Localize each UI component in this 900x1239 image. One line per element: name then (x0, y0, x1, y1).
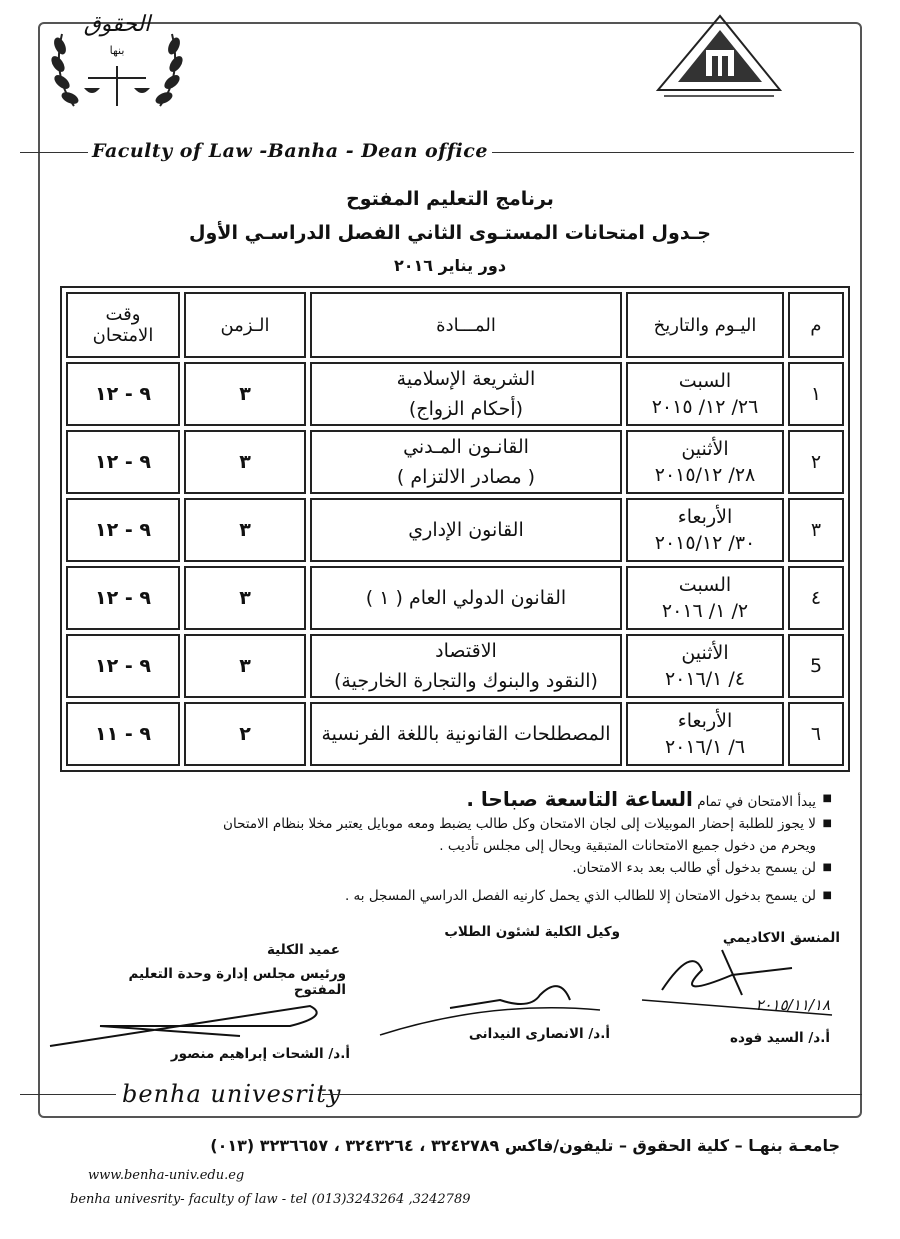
subject-line1: المصطلحات القانونية باللغة الفرنسية (321, 723, 611, 745)
row-duration: ٣ (184, 566, 306, 630)
header-rule-left (20, 152, 88, 153)
row-day (626, 362, 784, 426)
dean-title-line2: ورئيس مجلس إدارة وحدة التعليم المفتوح (128, 966, 346, 998)
row-time: ٩ - ١٢ (66, 634, 180, 698)
day-date: ٦/ ٢٠١٦/١ (664, 736, 746, 758)
logo-text: الحقوق (83, 12, 151, 37)
row-time: ٩ - ١٢ (66, 498, 180, 562)
row-time: ٩ - ١١ (66, 702, 180, 766)
day-date: ٤/ ٢٠١٦/١ (664, 668, 746, 690)
row-day (626, 430, 784, 494)
bullet-icon: ■ (822, 862, 832, 873)
row-subject (310, 634, 622, 698)
row-num: ٢ (788, 430, 844, 494)
note-late-entry-text: لن يسمح بدخول أي طالب بعد بدء الامتحان. (572, 860, 816, 876)
row-time: ٩ - ١٢ (66, 566, 180, 630)
table-row (66, 634, 844, 698)
subject-line2: (أحكام الزواج) (408, 398, 524, 420)
faculty-line: Faculty of Law -Banha - Dean office (92, 140, 488, 162)
note-start-time-big: الساعة التاسعة صباحا . (466, 787, 693, 811)
row-num: ٣ (788, 498, 844, 562)
col-header-time (66, 292, 180, 358)
col-header-day: اليـوم والتاريخ (626, 292, 784, 358)
day-name: الأثنين (681, 642, 729, 664)
row-time: ٩ - ١٢ (66, 362, 180, 426)
table-row (66, 566, 844, 630)
row-duration: ٢ (184, 702, 306, 766)
row-day (626, 702, 784, 766)
bullet-icon: ■ (822, 890, 832, 901)
law-faculty-logo (44, 6, 190, 118)
col-header-duration: الـزمن (184, 292, 306, 358)
note-id-card-text: لن يسمح بدخول الامتحان إلا للطالب الذي يحمل كارنيه الفصل الدراسي المسجل به . (344, 888, 816, 904)
subject-line1: القانـون المـدني (403, 436, 529, 458)
subject-line1: القانون الإداري (408, 519, 524, 541)
schedule-title: جـدول امتحانات المستـوى الثاني الفصل الدراسـي الأول (189, 222, 711, 244)
day-name: الأثنين (681, 438, 729, 460)
col-header-num: م (788, 292, 844, 358)
coordinator-title: المنسق الاكاديمي (722, 930, 840, 946)
day-date: ٣٠/ ٢٠١٥/١٢ (654, 532, 756, 554)
row-duration: ٣ (184, 634, 306, 698)
table-row (66, 498, 844, 562)
row-day (626, 634, 784, 698)
note-start-time (100, 788, 832, 813)
subject-line2: (النقود والبنوك والتجارة الخارجية) (334, 670, 598, 692)
subject-line1: القانون الدولي العام ( ١ ) (365, 587, 567, 609)
vice-dean-title: وكيل الكلية لشئون الطلاب (444, 924, 620, 940)
row-subject (310, 566, 622, 630)
dean-title: عميد الكلية (266, 942, 340, 958)
day-date: ٢٦/ ١٢/ ٢٠١٥ (651, 396, 759, 418)
row-num: ٤ (788, 566, 844, 630)
note-mobile-line1: لا يجوز للطلبة إحضار الموبيلات إلى لجان الامتحان وكل طالب يضبط ومعه موبايل يعتبر مخلا بنظام الامتحان (223, 816, 816, 832)
row-num: 5 (788, 634, 844, 698)
row-subject (310, 498, 622, 562)
footer-contact: جامعـة بنهـا – كلية الحقوق – تليفون/فاكس ٣٢٤٢٧٨٩ ، ٣٢٤٣٢٦٤ ، ٣٢٣٦٦٥٧ (٠١٣) (210, 1136, 840, 1155)
footer-tel: benha univesrity- faculty of law - tel (013)3243264 ,3242789 (70, 1192, 471, 1207)
note-id-card (100, 885, 832, 907)
university-logo (654, 10, 784, 102)
row-duration: ٣ (184, 498, 306, 562)
footer-rule-left (20, 1094, 116, 1095)
day-name: الأربعاء (677, 710, 733, 732)
footer-website: www.benha-univ.edu.eg (88, 1168, 245, 1183)
col-header-subject: المـــادة (310, 292, 622, 358)
col-header-time-line2: الامتحان (92, 325, 154, 346)
footer-university: benha univesrity (122, 1080, 342, 1108)
note-late-entry (100, 857, 832, 879)
subject-line2: ( مصادر الالتزام ) (396, 466, 536, 488)
dean-name: أ.د/ الشحات إبراهيم منصور (170, 1046, 350, 1062)
program-title: برنامج التعليم المفتوح (346, 188, 554, 210)
row-subject (310, 362, 622, 426)
exam-notes (100, 788, 832, 907)
coordinator-name: أ.د/ السيد فوده (730, 1030, 830, 1046)
table-header-row (66, 292, 844, 358)
session-title: دور يناير ٢٠١٦ (393, 256, 507, 275)
row-duration: ٣ (184, 362, 306, 426)
subject-line1: الاقتصاد (435, 640, 497, 662)
logo-subtext: بنها (109, 44, 125, 57)
coordinator-date: ٢٠١٥/١١/١٨ (755, 996, 830, 1014)
row-subject (310, 430, 622, 494)
bullet-icon: ■ (822, 818, 832, 829)
vice-dean-name: أ.د/ الانصارى النيدانى (468, 1026, 610, 1042)
note-mobile-continued (100, 835, 832, 857)
row-day (626, 498, 784, 562)
day-name: السبت (678, 574, 732, 596)
row-duration: ٣ (184, 430, 306, 494)
note-start-prefix: يبدأ الامتحان في تمام (697, 794, 816, 810)
day-date: ٢/ ١/ ٢٠١٦ (661, 600, 749, 622)
row-day (626, 566, 784, 630)
row-num: ٦ (788, 702, 844, 766)
table-row (66, 430, 844, 494)
row-num: ١ (788, 362, 844, 426)
row-time: ٩ - ١٢ (66, 430, 180, 494)
exam-schedule-table (60, 286, 850, 772)
table-row (66, 362, 844, 426)
table-row (66, 702, 844, 766)
footer-rule-right (322, 1094, 862, 1095)
day-name: الأربعاء (677, 506, 733, 528)
note-mobile (100, 813, 832, 835)
subject-line1: الشريعة الإسلامية (396, 368, 536, 390)
header-rule-right (492, 152, 854, 153)
bullet-icon: ■ (822, 793, 832, 804)
col-header-time-line1: وقت (105, 304, 141, 325)
row-subject (310, 702, 622, 766)
day-date: ٢٨/ ٢٠١٥/١٢ (654, 464, 756, 486)
day-name: السبت (678, 370, 732, 392)
note-mobile-line2: ويحرم من دخول جميع الامتحانات المتبقية ويحال إلى مجلس تأديب . (439, 838, 816, 854)
